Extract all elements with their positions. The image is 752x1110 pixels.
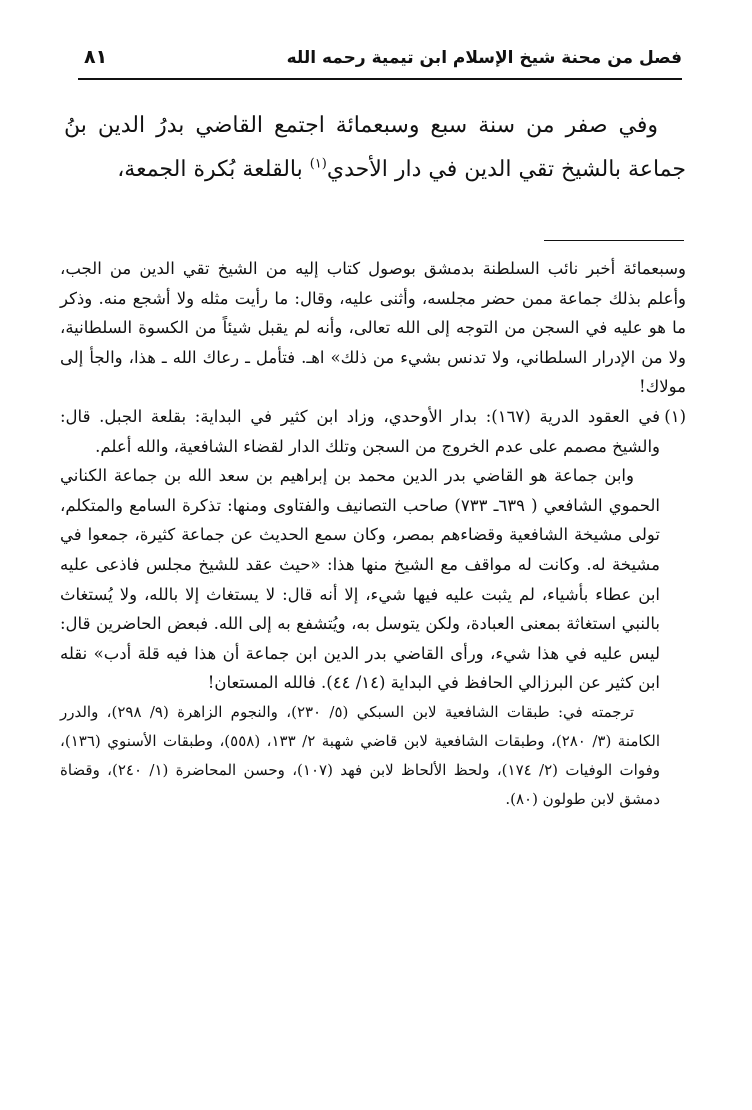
footnote-reference: (١) (309, 156, 327, 172)
main-text-part-2: بالقلعة بُكرة الجمعة، (117, 157, 310, 182)
main-text-part-1: وفي صفر من سنة سبع وسبعمائة اجتمع القاضي بدرُ الدين بنُ جماعة بالشيخ تقي الدين في دار الأحدي (64, 113, 686, 182)
footnote-divider (544, 240, 684, 241)
footnotes-section (60, 254, 686, 814)
running-header-title: فصل من محنة شيخ الإسلام ابن تيمية رحمه الله (286, 48, 682, 68)
footnote-1-marker: (١) (664, 406, 686, 426)
running-header (78, 44, 682, 80)
footnote-1-sources: ترجمته في: طبقات الشافعية لابن السبكي (٥/ ٢٣٠)، والنجوم الزاهرة (٩/ ٢٩٨)، والدرر الكامنة (٣/ ٢٨٠)، وطبقات الشافعية لابن قاضي شهبة ٢/ ١٣٣، (٥٥٨)، وطبقات الأسنوي (١٣٦)، وفوات الوفيات (٢/ ١٧٤)، ولحظ الألحاظ لابن فهد (١٠٧)، وحسن المحاضرة (١/ ٢٤٠)، وقضاة دمشق لابن طولون (٨٠). (60, 702, 660, 808)
page-number: ٨١ (84, 46, 108, 68)
footnote-1-text: في العقود الدرية (١٦٧): بدار الأوحدي، وزاد ابن كثير في البداية: بقلعة الجبل. قال: والشيخ مصمم على عدم الخروج من السجن وتلك الدار لقضاء الشافعية، والله أعلم. (60, 406, 660, 456)
footnote-continuation: وسبعمائة أخبر نائب السلطنة بدمشق بوصول كتاب إليه من الشيخ تقي الدين من الجب، وأعلم بذلك جماعة ممن حضر مجلسه، وأثنى عليه، وقال: ما رأيت مثله ولا أشجع منه. وذكر ما هو عليه في السجن من التوجه إلى الله تعالى، وأنه لم يقبل شيئاً من الكسوة السلطانية، ولا من الإدرار السلطاني، ولا تدنس بشيء من ذلك» اهـ. فتأمل ـ رعاك الله ـ هذا، والجأ إلى مولاك! (60, 259, 686, 397)
footnote-1-biography: وابن جماعة هو القاضي بدر الدين محمد بن إبراهيم بن سعد الله بن جماعة الكناني الحموي الشافعي ( ٦٣٩ـ ٧٣٣) صاحب التصانيف والفتاوى ومنها: تذكرة السامع والمتكلم، تولى مشيخة الشافعية وقضاءهم بمصر، وكان سمع الحديث عن جماعة كثيرة، جمعوا في مشيخة له. وكانت له مواقف مع الشيخ منها هذا: «حيث عقد للشيخ مجلس فاذعى عليه ابن عطاء بأشياء، لم يثبت عليه فيها شيء، إلا أنه قال: لا يستغاث إلا بالله، ولا يُستغاث بالنبي استغاثة بمعنى العبادة، ولكن يتوسل به، ويُتشفع به إلى الله. فبعض الحاضرين قال: ليس عليه في هذا شيء، ورأى القاضي بدر الدين ابن جماعة أن هذا فيه قلة أدب» نقله ابن كثير عن البرزالي الحافظ في البداية (١٤/ ٤٤). فالله المستعان! (60, 466, 660, 693)
footnote-1 (60, 402, 686, 814)
main-paragraph (64, 104, 686, 192)
